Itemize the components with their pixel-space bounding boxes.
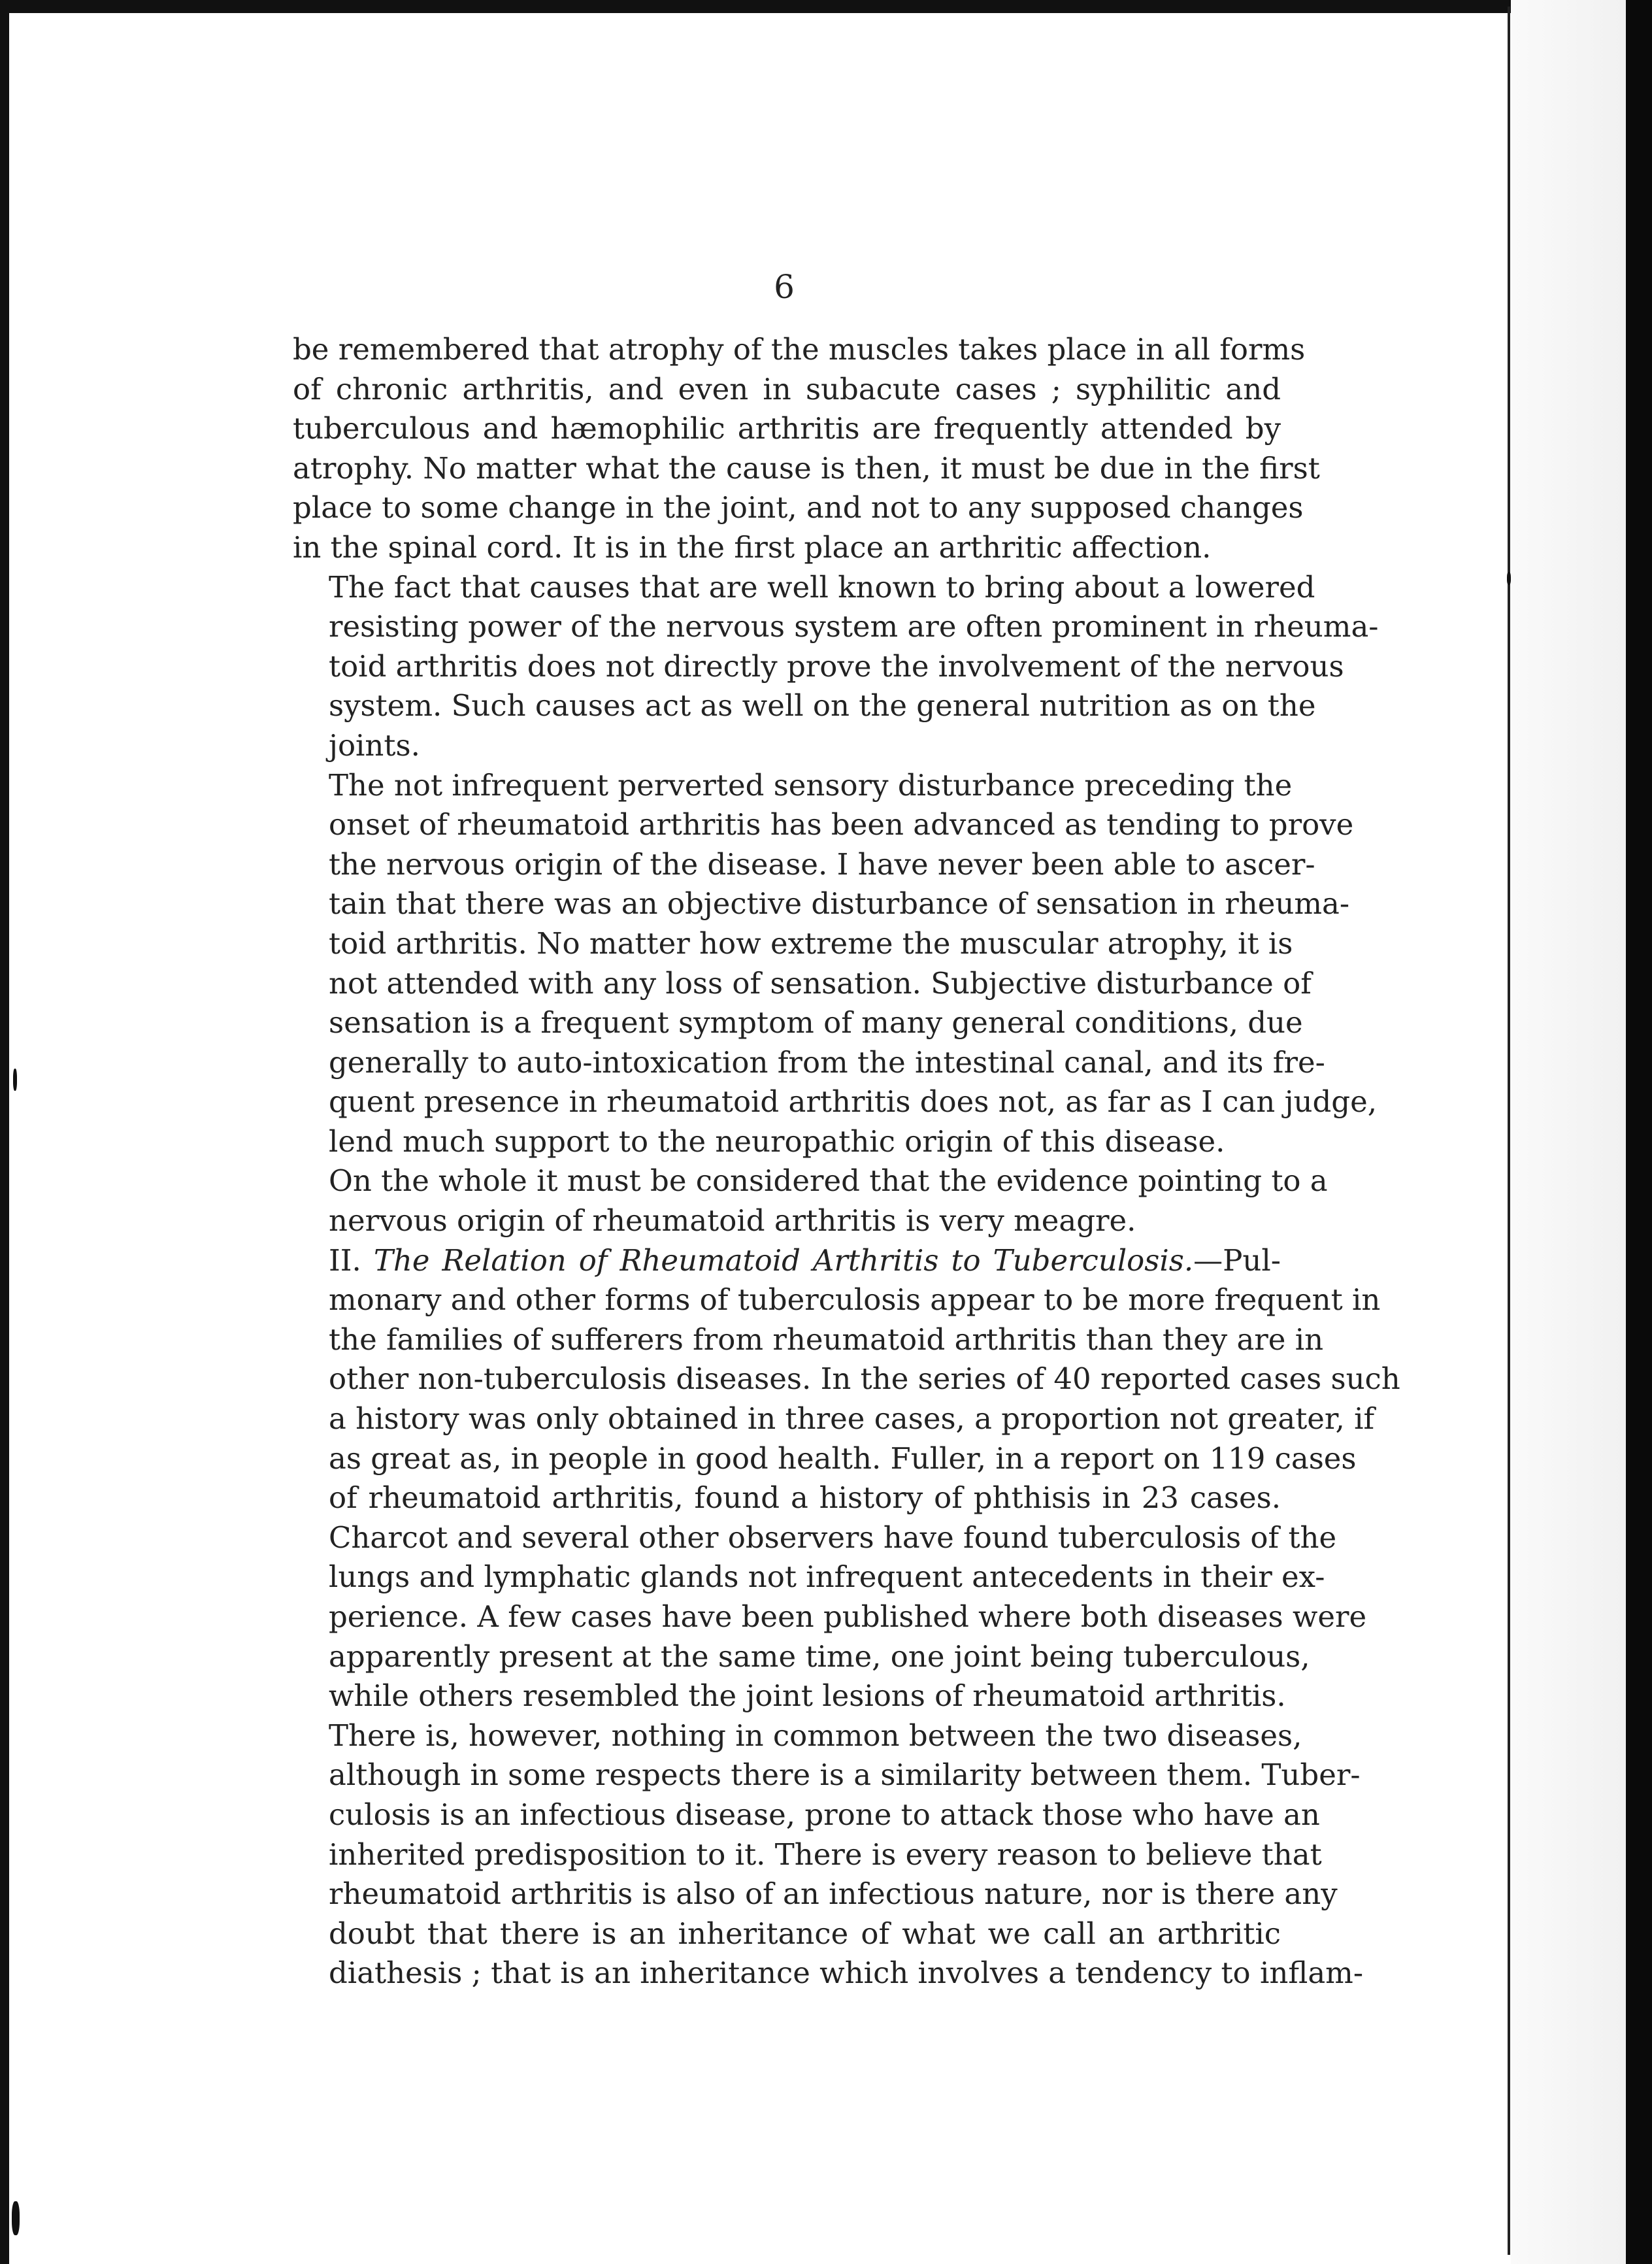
text-line: toid arthritis does not directly prove the involvement of the nervous bbox=[329, 648, 1344, 684]
text-line: not attended with any loss of sensation. Subjective disturbance of bbox=[329, 965, 1312, 1001]
text-line: place to some change in the joint, and not to any supposed changes bbox=[293, 490, 1304, 525]
text-line: lend much support to the neuropathic origin of this disease. bbox=[329, 1124, 1225, 1159]
paragraph-3 bbox=[293, 766, 1378, 1162]
scan-speck-bottom-left bbox=[12, 2201, 20, 2235]
text-line: diathesis ; that is an inheritance which involves a tendency to inflam- bbox=[329, 1956, 1364, 1991]
scan-right-edge bbox=[1626, 0, 1652, 2264]
text-line: a history was only obtained in three cases, a proportion not greater, if bbox=[329, 1401, 1375, 1437]
text-line: tuberculous and hæmophilic arthritis are frequently attended by bbox=[293, 411, 1281, 446]
text-line: monary and other forms of tuberculosis appear to be more frequent in bbox=[329, 1282, 1381, 1318]
text-line: tain that there was an objective disturbance of sensation in rheuma- bbox=[329, 886, 1350, 922]
text-line: The fact that causes that are well known to bring about a lowered bbox=[329, 569, 1315, 605]
text-line: generally to auto-intoxication from the intestinal canal, and its fre- bbox=[329, 1044, 1325, 1080]
text-line: as great as, in people in good health. Fuller, in a report on 119 cases bbox=[329, 1440, 1357, 1476]
paragraph-5 bbox=[293, 1241, 1400, 1993]
text-line: Charcot and several other observers have found tuberculosis of the bbox=[329, 1520, 1337, 1555]
paragraph-2 bbox=[293, 568, 1379, 766]
text-line: while others resembled the joint lesions of rheumatoid arthritis. bbox=[329, 1678, 1286, 1714]
text-line: toid arthritis. No matter how extreme the muscular atrophy, it is bbox=[329, 925, 1293, 961]
text-line: atrophy. No matter what the cause is then, it must be due in the first bbox=[293, 450, 1320, 486]
text-line: of chronic arthritis, and even in subacute cases ; syphilitic and bbox=[293, 371, 1281, 407]
text-line: lungs and lymphatic glands not infrequent antecedents in their ex- bbox=[329, 1559, 1325, 1595]
section-title: The Relation of Rheumatoid Arthritis to Tuberculosis. bbox=[373, 1242, 1194, 1278]
text-line: culosis is an infectious disease, prone to attack those who have an bbox=[329, 1797, 1320, 1832]
text-line: inherited predisposition to it. There is every reason to believe that bbox=[329, 1837, 1322, 1872]
page-binding-line bbox=[1508, 7, 1510, 2255]
text-line: apparently present at the same time, one joint being tuberculous, bbox=[329, 1639, 1310, 1674]
text-line: other non-tuberculosis diseases. In the series of 40 reported cases such bbox=[329, 1361, 1400, 1397]
scan-left-edge bbox=[0, 0, 9, 2264]
scan-top-edge bbox=[0, 0, 1652, 13]
text-line: although in some respects there is a similarity between them. Tuber- bbox=[329, 1757, 1361, 1793]
text-line: On the whole it must be considered that the evidence pointing to a bbox=[329, 1163, 1328, 1199]
text-line: of rheumatoid arthritis, found a history of phthisis in 23 cases. bbox=[329, 1480, 1281, 1516]
text-line: sensation is a frequent symptom of many general conditions, due bbox=[329, 1005, 1303, 1040]
text-line: There is, however, nothing in common between the two diseases, bbox=[329, 1718, 1302, 1753]
section-heading-continuation: —Pul- bbox=[1193, 1242, 1281, 1278]
text-line: rheumatoid arthritis is also of an infectious nature, nor is there any bbox=[329, 1876, 1338, 1912]
paragraph-1 bbox=[293, 330, 1320, 568]
text-line: resisting power of the nervous system are often prominent in rheuma- bbox=[329, 609, 1379, 644]
section-number: II. bbox=[329, 1242, 374, 1278]
text-line: doubt that there is an inheritance of what we call an arthritic bbox=[329, 1916, 1281, 1951]
text-line: joints. bbox=[329, 727, 420, 763]
text-line: quent presence in rheumatoid arthritis does not, as far as I can judge, bbox=[329, 1084, 1378, 1120]
scan-speck-left bbox=[13, 1069, 17, 1091]
scan-speck-right bbox=[1507, 572, 1511, 585]
text-line: the families of sufferers from rheumatoid arthritis than they are in bbox=[329, 1322, 1324, 1357]
paragraph-4 bbox=[293, 1161, 1328, 1240]
text-line: be remembered that atrophy of the muscles takes place in all forms bbox=[293, 332, 1306, 367]
document-body bbox=[293, 330, 1400, 1993]
text-line: perience. A few cases have been published where both diseases were bbox=[329, 1599, 1367, 1634]
text-line: system. Such causes act as well on the general nutrition as on the bbox=[329, 688, 1316, 724]
text-line: The not infrequent perverted sensory disturbance preceding the bbox=[329, 767, 1293, 803]
section-heading-line bbox=[293, 1241, 1281, 1281]
text-line: onset of rheumatoid arthritis has been advanced as tending to prove bbox=[329, 807, 1354, 842]
text-line: in the spinal cord. It is in the first place an arthritic affection. bbox=[293, 529, 1212, 565]
page-number: 6 bbox=[774, 268, 795, 306]
text-line: the nervous origin of the disease. I have never been able to ascer- bbox=[329, 846, 1315, 882]
text-line: nervous origin of rheumatoid arthritis is very meagre. bbox=[329, 1203, 1136, 1239]
